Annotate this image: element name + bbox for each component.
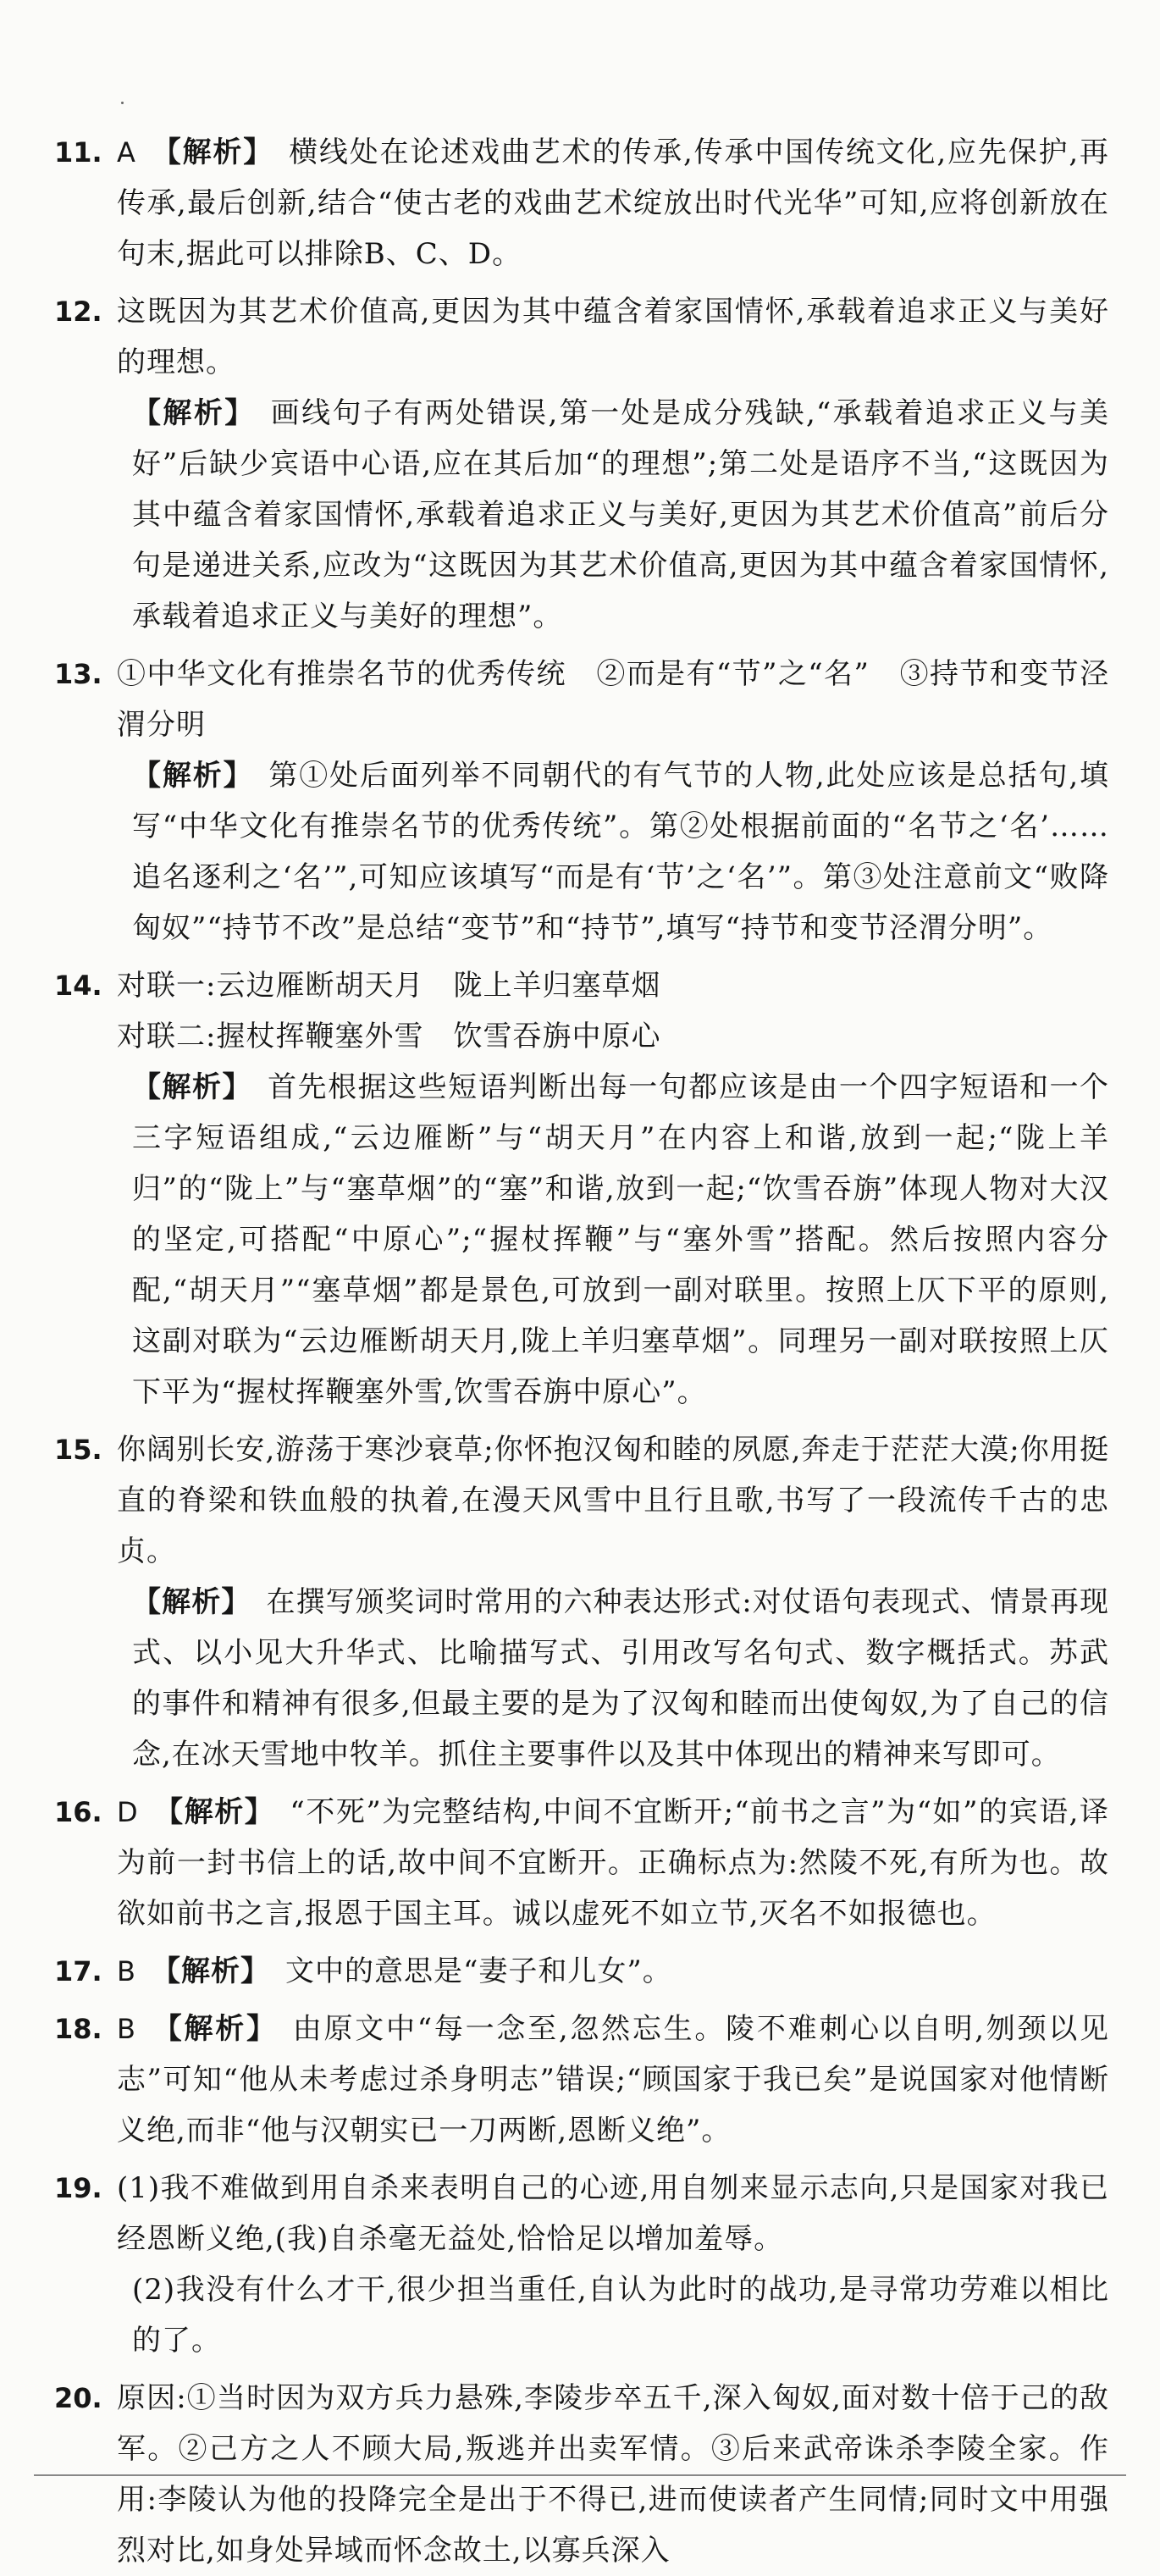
answer-body [117, 2163, 1109, 2366]
answer-body [117, 960, 1109, 1418]
answer-line [117, 127, 1109, 279]
choice-answer: A [117, 136, 136, 169]
analysis-paragraph [117, 388, 1109, 642]
analysis-text: 在撰写颁奖词时常用的六种表达形式:对仗语句表现式、情景再现式、以小见大升华式、比喻描写式、引用改写名句式、数字概括式。苏武的事件和精神有很多,但最主要的是为了汉匈和睦而出使匈奴,为了自己的信念,在冰天雪地中牧羊。抓住主要事件以及其中体现出的精神来写即可。 [132, 1585, 1110, 1772]
answer-item [41, 1946, 1109, 1997]
question-number: 15. [54, 1434, 102, 1466]
bottom-rule [34, 2474, 1126, 2476]
question-number: 19. [54, 2172, 102, 2204]
choice-answer: B [117, 2013, 136, 2045]
question-number: 18. [54, 2013, 102, 2045]
answer-body [117, 127, 1109, 279]
question-number: 12. [54, 296, 102, 328]
analysis-text: 第①处后面列举不同朝代的有气节的人物,此处应该是总括句,填写“中华文化有推崇名节的优秀传统”。第②处根据前面的“名节之‘名’……追名逐利之‘名’”,可知应该填写“而是有‘节’之‘名’”。第③处注意前文“败降匈奴”“持节不改”是总结“变节”和“持节”,填写“持节和变节泾渭分明”。 [132, 759, 1109, 945]
answer-text: ①中华文化有推崇名节的优秀传统 ②而是有“节”之“名” ③持节和变节泾渭分明 [117, 657, 1109, 742]
answer-text: (1)我不难做到用自杀来表明自己的心迹,用自刎来显示志向,只是国家对我已经恩断义绝,(我)自杀毫无益处,恰恰足以增加羞辱。 [117, 2171, 1109, 2256]
answer-line [117, 1946, 1109, 1997]
answer-line [117, 2004, 1109, 2156]
answer-item [41, 2004, 1109, 2156]
answer-text: 你阔别长安,游荡于寒沙衰草;你怀抱汉匈和睦的夙愿,奔走于茫茫大漠;你用挺直的脊梁和铁血般的执着,在漫天风雪中且行且歌,书写了一段流传千古的忠贞。 [117, 1433, 1109, 1568]
answer-body [117, 1787, 1109, 1939]
analysis-paragraph [117, 1577, 1109, 1780]
answer-line [117, 1011, 1109, 1062]
analysis-text: “不死”为完整结构,中间不宜断开;“前书之言”为“如”的宾语,译为前一封书信上的话,故中间不宜断开。正确标点为:然陵不死,有所为也。故欲如前书之言,报恩于国主耳。诚以虚死不如立节,灭名不如报德也。 [117, 1795, 1109, 1931]
answer-paragraph [117, 2264, 1109, 2366]
question-number: 11. [54, 136, 102, 169]
answer-item [41, 1787, 1109, 1939]
answer-line [117, 1424, 1109, 1577]
analysis-tag: 【解析】 [151, 135, 274, 169]
answer-text: (2)我没有什么才干,很少担当重任,自认为此时的战功,是寻常功劳难以相比的了。 [132, 2273, 1109, 2358]
analysis-text: 首先根据这些短语判断出每一句都应该是由一个四字短语和一个三字短语组成,“云边雁断”与“胡天月”在内容上和谐,放到一起;“陇上羊归”的“陇上”与“塞草烟”的“塞”和谐,放到一起;“饮雪吞旃”体现人物对大汉的坚定,可搭配“中原心”;“握杖挥鞭”与“塞外雪”搭配。然后按照内容分配,“胡天月”“塞草烟”都是景色,可放到一副对联里。按照上仄下平的原则,这副对联为“云边雁断胡天月,陇上羊归塞草烟”。同理另一副对联按照上仄下平为“握杖挥鞭塞外雪,饮雪吞旃中原心”。 [132, 1070, 1110, 1409]
answer-body [117, 649, 1109, 954]
answer-item [41, 127, 1109, 279]
answer-line [117, 286, 1109, 388]
answer-body [117, 1946, 1109, 1997]
question-number: 14. [54, 970, 102, 1002]
answer-line [117, 960, 1109, 1011]
answer-item [41, 960, 1109, 1418]
choice-answer: B [117, 1955, 136, 1987]
answer-body [117, 2004, 1109, 2156]
answer-line [117, 2163, 1109, 2264]
analysis-tag: 【解析】 [132, 1070, 253, 1104]
question-number: 17. [54, 1955, 102, 1987]
answer-list [41, 127, 1109, 2576]
analysis-tag: 【解析】 [151, 1954, 270, 1988]
answer-text: 对联二:握杖挥鞭塞外雪 饮雪吞旃中原心 [117, 1020, 661, 1053]
analysis-tag: 【解析】 [153, 1795, 275, 1829]
analysis-tag: 【解析】 [132, 759, 254, 793]
answer-body [117, 1424, 1109, 1780]
answer-item [41, 649, 1109, 954]
analysis-text: 由原文中“每一念至,忽然忘生。陵不难刺心以自明,刎颈以见志”可知“他从未考虑过杀身明志”错误;“顾国家于我已矣”是说国家对他情断义绝,而非“他与汉朝实已一刀两断,恩断义绝”。 [117, 2012, 1110, 2148]
analysis-paragraph [117, 1062, 1109, 1418]
analysis-text: 画线句子有两处错误,第一处是成分残缺,“承载着追求正义与美好”后缺少宾语中心语,应在其后加“的理想”;第二处是语序不当,“这既因为其中蕴含着家国情怀,承载着追求正义与美好,更因为其艺术价值高”前后分句是递进关系,应改为“这既因为其艺术价值高,更因为其中蕴含着家国情怀,承载着追求正义与美好的理想”。 [132, 396, 1110, 633]
answer-line [117, 1787, 1109, 1939]
analysis-text: 横线处在论述戏曲艺术的传承,传承中国传统文化,应先保护,再传承,最后创新,结合“使古老的戏曲艺术绽放出时代光华”可知,应将创新放在句末,据此可以排除B、C、D。 [117, 135, 1110, 271]
answer-item [41, 286, 1109, 642]
analysis-tag: 【解析】 [151, 2012, 278, 2046]
answer-item [41, 2163, 1109, 2366]
analysis-text: 文中的意思是“妻子和儿女”。 [284, 1954, 672, 1988]
answer-text: 原因:①当时因为双方兵力悬殊,李陵步卒五千,深入匈奴,面对数十倍于己的敌军。②己方之人不顾大局,叛逃并出卖军情。③后来武帝诛杀李陵全家。作用:李陵认为他的投降完全是出于不得已,进而使读者产生同情;同时文中用强烈对比,如身处异域而怀念故土,以寡兵深入 [117, 2381, 1109, 2568]
answer-text: 这既因为其艺术价值高,更因为其中蕴含着家国情怀,承载着追求正义与美好的理想。 [117, 295, 1109, 379]
answer-line [117, 649, 1109, 750]
answer-text: 对联一:云边雁断胡天月 陇上羊归塞草烟 [117, 969, 661, 1003]
analysis-paragraph [117, 750, 1109, 954]
question-number: 20. [54, 2382, 102, 2414]
answer-body [117, 286, 1109, 642]
answer-item [41, 1424, 1109, 1780]
choice-answer: D [117, 1796, 139, 1828]
question-number: 13. [54, 658, 102, 690]
analysis-tag: 【解析】 [132, 396, 256, 430]
analysis-tag: 【解析】 [132, 1585, 251, 1619]
question-number: 16. [54, 1796, 102, 1828]
scan-speck [121, 102, 124, 104]
